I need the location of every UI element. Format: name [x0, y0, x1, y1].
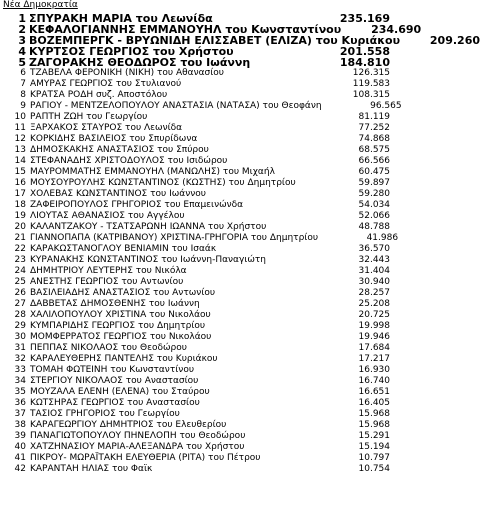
candidate-votes: 74.868	[358, 134, 390, 144]
candidate-name: ΣΤΕΦΑΝΑΔΗΣ ΧΡΙΣΤΟΔΟΥΛΟΣ του Ισιδώρου	[30, 156, 228, 166]
candidate-votes: 17.684	[358, 343, 390, 353]
candidate-row	[0, 387, 401, 398]
candidate-rank: 25	[14, 277, 26, 287]
candidate-votes: 32.443	[358, 255, 390, 265]
candidate-rank: 31	[14, 343, 26, 353]
candidate-name: ΧΑΛΙΛΟΠΟΥΛΟΥ ΧΡΙΣΤΙΝΑ του Νικολάου	[30, 310, 211, 320]
candidate-name: ΚΥΜΠΑΡΙΔΗΣ ΓΕΩΡΓΙΟΣ του Δημητρίου	[30, 321, 206, 331]
candidate-votes: 234.690	[371, 23, 422, 36]
candidate-name: ΚΡΑΤΣΑ ΡΟΔΗ συζ. Αποστόλου	[30, 90, 168, 100]
candidate-votes: 126.315	[352, 68, 390, 78]
candidate-name: ΤΖΑΒΕΛΑ ΦΕΡΟΝΙΚΗ (ΝΙΚΗ) του Αθανασίου	[30, 68, 225, 78]
candidate-list	[0, 12, 481, 475]
candidate-name: ΧΟΛΕΒΑΣ ΚΩΝΣΤΑΝΤΙΝΟΣ του Ιωάννου	[30, 189, 206, 199]
candidate-name: ΑΝΕΣΤΗΣ ΓΕΩΡΓΙΟΣ του Αντωνίου	[30, 277, 184, 287]
candidate-votes: 235.169	[339, 12, 390, 25]
candidate-row	[0, 68, 401, 79]
candidate-rank: 8	[20, 90, 26, 100]
candidate-row	[0, 200, 401, 211]
candidate-rank: 35	[14, 387, 26, 397]
candidate-row	[0, 145, 401, 156]
candidate-rank: 16	[14, 178, 26, 188]
candidate-votes: 25.208	[358, 299, 390, 309]
candidate-votes: 184.810	[339, 56, 390, 69]
candidate-name: ΚΑΡΑΝΤΑΗ ΗΛΙΑΣ του Φαϊκ	[30, 464, 153, 474]
candidate-name: ΣΠΥΡΑΚΗ ΜΑΡΙΑ του Λεωνίδα	[29, 12, 213, 25]
candidate-votes: 15.291	[358, 431, 390, 441]
candidate-row	[0, 288, 401, 299]
candidate-name: ΠΑΝΑΓΙΩΤΟΠΟΥΛΟΥ ΠΗΝΕΛΟΠΗ του Θεοδώρου	[30, 431, 246, 441]
candidate-votes: 30.940	[358, 277, 390, 287]
candidate-votes: 96.565	[370, 101, 402, 111]
candidate-row	[0, 409, 401, 420]
candidate-row	[0, 420, 401, 431]
candidate-votes: 10.754	[358, 464, 390, 474]
candidate-name: ΒΑΣΙΛΕΙΑΔΗΣ ΑΝΑΣΤΑΣΙΟΣ του Αντωνίου	[30, 288, 216, 298]
candidate-votes: 48.788	[358, 222, 390, 232]
candidate-name: ΚΟΡΚΙΔΗΣ ΒΑΣΙΛΕΙΟΣ του Σπυρίδωνα	[30, 134, 198, 144]
candidate-votes: 41.986	[366, 233, 399, 243]
candidate-rank: 18	[14, 200, 26, 210]
candidate-rank: 6	[20, 68, 26, 78]
candidate-votes: 59.897	[358, 178, 390, 188]
candidate-name: ΔΗΜΗΤΡΙΟΥ ΛΕΥΤΕΡΗΣ του Νικόλα	[30, 266, 187, 276]
candidate-row	[0, 156, 401, 167]
candidate-votes: 81.119	[358, 112, 390, 122]
candidate-row	[0, 354, 401, 365]
candidate-votes: 108.315	[352, 90, 390, 100]
candidate-row	[0, 321, 401, 332]
candidate-rank: 21	[14, 233, 26, 243]
candidate-row	[0, 101, 401, 112]
candidate-rank: 32	[14, 354, 26, 364]
candidate-name: ΠΙΚΡΟΥ- ΜΩΡΑΪΤΑΚΗ ΕΛΕΥΘΕΡΙΑ (ΡΙΤΑ) του Πέτρου	[30, 453, 261, 463]
candidate-votes: 201.558	[339, 45, 390, 58]
candidate-rank: 3	[18, 34, 26, 47]
candidate-votes: 16.405	[358, 398, 390, 408]
candidate-row	[0, 123, 401, 134]
candidate-name: ΚΑΛΑΝΤΖΑΚΟΥ - ΤΣΑΤΣΑΡΩΝΗ ΙΩΑΝΝΑ του Χρήστου	[30, 222, 267, 232]
candidate-row	[0, 134, 401, 145]
candidate-name: ΚΕΦΑΛΟΓΙΑΝΝΗΣ ΕΜΜΑΝΟΥΗΛ του Κωνσταντίνου	[29, 23, 342, 36]
candidate-name: ΤΑΣΙΟΣ ΓΡΗΓΟΡΙΟΣ του Γεωργίου	[30, 409, 180, 419]
candidate-rank: 30	[14, 332, 26, 342]
candidate-votes: 52.066	[358, 211, 390, 221]
candidate-row	[0, 79, 401, 90]
candidate-row	[0, 167, 401, 178]
candidate-name: ΠΕΠΠΑΣ ΝΙΚΟΛΑΟΣ του Θεοδώρου	[30, 343, 187, 353]
candidate-name: ΚΥΡΤΣΟΣ ΓΕΩΡΓΙΟΣ του Χρήστου	[29, 45, 234, 58]
candidate-rank: 22	[14, 244, 26, 254]
candidate-votes: 77.252	[358, 123, 390, 133]
candidate-rank: 42	[14, 464, 26, 474]
candidate-row	[0, 178, 401, 189]
candidate-rank: 15	[14, 167, 26, 177]
candidate-votes: 19.946	[358, 332, 390, 342]
candidate-rank: 11	[14, 123, 26, 133]
candidate-rank: 23	[14, 255, 26, 265]
candidate-row	[0, 57, 401, 68]
candidate-rank: 27	[14, 299, 26, 309]
candidate-name: ΚΑΡΑΓΕΩΡΓΙΟΥ ΔΗΜΗΤΡΙΟΣ του Ελευθερίου	[30, 420, 227, 430]
candidate-row	[0, 442, 401, 453]
candidate-row	[0, 376, 401, 387]
candidate-name: ΞΑΡΧΑΚΟΣ ΣΤΑΥΡΟΣ του Λεωνίδα	[30, 123, 183, 133]
candidate-row	[0, 453, 401, 464]
candidate-row	[0, 431, 401, 442]
candidate-votes: 15.194	[358, 442, 390, 452]
candidate-row	[0, 299, 401, 310]
candidate-rank: 28	[14, 310, 26, 320]
candidate-votes: 15.968	[358, 420, 390, 430]
candidate-rank: 39	[14, 431, 26, 441]
candidate-name: ΤΟΜΑΗ ΦΩΤΕΙΝΗ του Κωνσταντίνου	[30, 365, 195, 375]
candidate-votes: 15.968	[358, 409, 390, 419]
candidate-row	[0, 365, 401, 376]
candidate-rank: 13	[14, 145, 26, 155]
candidate-name: ΖΑΦΕΙΡΟΠΟΥΛΟΣ ΓΡΗΓΟΡΙΟΣ του Επαμεινώνδα	[30, 200, 244, 210]
candidate-name: ΜΟΜΦΕΡΡΑΤΟΣ ΓΕΩΡΓΙΟΣ του Νικολάου	[30, 332, 212, 342]
candidate-row	[0, 464, 401, 475]
candidate-name: ΓΙΑΝΝΟΠΑΠΑ (ΚΑΤΡΙΒΑΝΟΥ) ΧΡΙΣΤΙΝΑ-ΓΡΗΓΟΡΙΑ του Δημητρίου	[30, 233, 319, 243]
candidate-rank: 36	[14, 398, 26, 408]
candidate-row	[0, 398, 401, 409]
candidate-rank: 41	[14, 453, 26, 463]
candidate-rank: 2	[18, 23, 26, 36]
candidate-votes: 16.740	[358, 376, 390, 386]
candidate-votes: 119.583	[352, 79, 390, 89]
candidate-name: ΒΟΖΕΜΠΕΡΓΚ - ΒΡΥΩΝΙΔΗ ΕΛΙΣΣΑΒΕΤ (ΕΛΙΖΑ) του Κυριάκου	[29, 34, 401, 47]
candidate-row	[0, 233, 401, 244]
candidate-name: ΔΑΒΒΕΤΑΣ ΔΗΜΟΣΘΕΝΗΣ του Ιωάννη	[30, 299, 200, 309]
candidate-name: ΛΙΟΥΤΑΣ ΑΘΑΝΑΣΙΟΣ του Αγγέλου	[30, 211, 185, 221]
candidate-rank: 29	[14, 321, 26, 331]
candidate-row	[0, 211, 401, 222]
candidate-votes: 16.930	[358, 365, 390, 375]
candidate-row	[0, 277, 401, 288]
candidate-rank: 10	[14, 112, 26, 122]
candidate-rank: 4	[18, 45, 26, 58]
candidate-name: ΡΑΓΙΟΥ - ΜΕΝΤΖΕΛΟΠΟΥΛΟΥ ΑΝΑΣΤΑΣΙΑ (ΝΑΤΑΣΑ) του Θεοφάνη	[30, 101, 322, 111]
candidate-rank: 38	[14, 420, 26, 430]
candidate-rank: 12	[14, 134, 26, 144]
candidate-rank: 7	[20, 79, 26, 89]
candidate-votes: 209.260	[429, 34, 481, 47]
candidate-name: ΔΗΜΟΣΚΑΚΗΣ ΑΝΑΣΤΑΣΙΟΣ του Σπύρου	[30, 145, 209, 155]
candidate-name: ΚΑΡΑΚΩΣΤΑΝΟΓΛΟΥ ΒΕΝΙΑΜΙΝ του Ισαάκ	[30, 244, 217, 254]
candidate-name: ΡΑΠΤΗ ΖΩΗ του Γεωργίου	[30, 112, 148, 122]
candidate-name: ΣΤΕΡΓΙΟΥ ΝΙΚΟΛΑΟΣ του Αναστασίου	[30, 376, 199, 386]
candidate-name: ΚΥΡΑΝΑΚΗΣ ΚΩΝΣΤΑΝΤΙΝΟΣ του Ιωάννη-Παναγιώτη	[30, 255, 267, 265]
candidate-votes: 20.725	[358, 310, 390, 320]
candidate-votes: 28.257	[358, 288, 390, 298]
candidate-rank: 24	[14, 266, 26, 276]
candidate-name: ΖΑΓΟΡΑΚΗΣ ΘΕΟΔΩΡΟΣ του Ιωάννη	[29, 56, 251, 69]
candidate-rank: 14	[14, 156, 26, 166]
candidate-rank: 9	[20, 101, 26, 111]
candidate-name: ΜΟΥΣΟΥΡΟΥΛΗΣ ΚΩΝΣΤΑΝΤΙΝΟΣ (ΚΩΣΤΗΣ) του Δημητρίου	[30, 178, 296, 188]
candidate-rank: 20	[14, 222, 26, 232]
candidate-votes: 60.475	[358, 167, 390, 177]
candidate-row	[0, 222, 401, 233]
candidate-row	[0, 244, 401, 255]
candidate-votes: 59.280	[358, 189, 390, 199]
candidate-rank: 1	[18, 12, 26, 25]
candidate-row	[0, 266, 401, 277]
candidate-name: ΚΩΤΣΗΡΑΣ ΓΕΩΡΓΙΟΣ του Αναστασίου	[30, 398, 200, 408]
candidate-votes: 19.998	[358, 321, 390, 331]
candidate-row	[0, 343, 401, 354]
candidate-rank: 34	[14, 376, 26, 386]
candidate-rank: 5	[18, 56, 26, 69]
candidate-rank: 40	[14, 442, 26, 452]
candidate-rank: 17	[14, 189, 26, 199]
candidate-row	[0, 112, 401, 123]
candidate-votes: 17.217	[358, 354, 390, 364]
candidate-rank: 19	[14, 211, 26, 221]
candidate-rank: 37	[14, 409, 26, 419]
candidate-row	[0, 310, 401, 321]
candidate-row	[0, 332, 401, 343]
candidate-row	[0, 189, 401, 200]
candidate-name: ΜΑΥΡΟΜΜΑΤΗΣ ΕΜΜΑΝΟΥΗΛ (ΜΑΝΩΛΗΣ) του Μιχαήλ	[30, 167, 275, 177]
candidate-votes: 10.797	[358, 453, 390, 463]
page-title[interactable]: Νέα Δημοκρατία	[3, 0, 78, 10]
candidate-rank: 26	[14, 288, 26, 298]
candidate-name: ΚΑΡΑΛΕΥΘΕΡΗΣ ΠΑΝΤΕΛΗΣ του Κυριάκου	[30, 354, 218, 364]
candidate-rank: 33	[14, 365, 26, 375]
candidate-name: ΧΑΤΖΗΝΑΣΙΟΥ ΜΑΡΙΑ-ΑΛΕΞΑΝΔΡΑ του Χρήστου	[30, 442, 245, 452]
candidate-votes: 31.404	[358, 266, 390, 276]
candidate-votes: 16.651	[358, 387, 390, 397]
candidate-name: ΜΟΥΖΑΛΑ ΕΛΕΝΗ (ΕΛΕΝΑ) του Σταύρου	[30, 387, 210, 397]
candidate-row	[0, 255, 401, 266]
candidate-votes: 36.570	[358, 244, 390, 254]
candidate-votes: 68.575	[358, 145, 390, 155]
candidate-row	[0, 90, 401, 101]
candidate-votes: 66.566	[358, 156, 390, 166]
candidate-votes: 54.034	[358, 200, 390, 210]
candidate-name: ΑΜΥΡΑΣ ΓΕΩΡΓΙΟΣ του Στυλιανού	[30, 79, 182, 89]
